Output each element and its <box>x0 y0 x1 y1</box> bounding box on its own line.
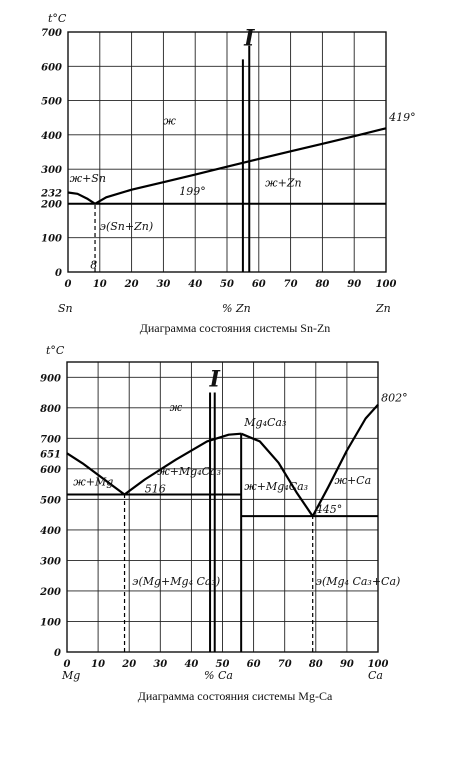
y-tick-label: 700 <box>40 434 61 446</box>
liquidus-curve <box>68 193 95 204</box>
x-tick-label: 50 <box>220 279 234 290</box>
region-label: ж <box>163 114 176 128</box>
y-axis-label: t°C <box>46 344 65 357</box>
region-label: ж <box>169 400 183 414</box>
x-tick-label: 60 <box>246 659 261 670</box>
region-label: ж+Mg <box>73 475 114 489</box>
y-tick-label: 0 <box>55 268 62 279</box>
y-tick-label: 232 <box>41 188 62 200</box>
x-right-label: Ca <box>368 669 383 682</box>
y-tick-label: 0 <box>54 648 61 659</box>
x-tick-label: 10 <box>91 659 106 670</box>
x-tick-label: 100 <box>375 279 397 290</box>
y-tick-label: 600 <box>40 464 61 476</box>
x-left-label: Mg <box>62 669 81 682</box>
y-tick-label: 100 <box>40 617 61 629</box>
x-tick-label: 10 <box>92 279 107 290</box>
x-tick-label: 80 <box>315 279 330 290</box>
y-tick-label: 100 <box>41 233 62 245</box>
region-label: 199° <box>179 184 206 198</box>
x-tick-label: 80 <box>308 659 323 670</box>
region-label: 802° <box>381 391 408 405</box>
x-axis-label: % Zn <box>222 302 251 315</box>
y-tick-label: 800 <box>40 403 61 415</box>
region-label: I <box>209 366 220 393</box>
x-tick-label: 20 <box>124 279 139 290</box>
chart-sn-zn <box>40 12 416 335</box>
region-label: Mg₄Ca₃ <box>244 416 287 430</box>
x-tick-label: 90 <box>339 659 354 670</box>
x-right-label: Zn <box>376 302 391 315</box>
region-label: ж+Ca <box>334 474 372 488</box>
y-tick-label: 400 <box>41 130 62 142</box>
y-tick-label: 500 <box>41 96 62 108</box>
y-axis-label: t°C <box>48 12 67 25</box>
y-tick-label: 900 <box>40 373 61 385</box>
region-label: 8 <box>90 258 98 272</box>
y-tick-label: 200 <box>40 586 61 598</box>
x-tick-label: 60 <box>251 279 266 290</box>
region-label: э(Mg₄ Ca₃+Ca) <box>315 574 401 588</box>
y-tick-label: 300 <box>40 556 61 568</box>
liquidus-curve <box>241 434 313 517</box>
x-tick-label: 50 <box>215 659 230 670</box>
region-label: 445° <box>315 503 343 517</box>
y-tick-label: 700 <box>41 28 62 39</box>
region-label: ж+Mg₄Ca₃ <box>157 464 222 478</box>
x-tick-label: 30 <box>156 279 171 290</box>
grid <box>68 32 386 272</box>
x-tick-label: 90 <box>347 279 362 290</box>
y-tick-label: 600 <box>41 62 62 74</box>
region-label: э(Mg+Mg₄ Ca₃) <box>132 574 221 588</box>
region-label: 419° <box>389 111 416 125</box>
x-tick-label: 70 <box>283 279 298 290</box>
x-tick-label: 20 <box>122 659 137 670</box>
x-tick-label: 40 <box>184 659 199 670</box>
x-left-label: Sn <box>58 302 73 315</box>
y-tick-label: 200 <box>41 199 62 211</box>
liquidus-curve <box>95 128 386 204</box>
x-axis-label: % Ca <box>204 669 233 682</box>
chart-caption: Диаграмма состояния системы Mg-Ca <box>137 689 333 703</box>
region-label: ж+Mg₄Ca₃ <box>244 480 309 494</box>
x-tick-label: 70 <box>277 659 292 670</box>
region-label: ж+Zn <box>265 176 302 190</box>
x-tick-label: 30 <box>153 659 168 670</box>
x-tick-label: 100 <box>367 659 389 670</box>
chart-mg-ca <box>39 344 407 703</box>
region-label: 516 <box>144 482 166 496</box>
x-tick-label: 0 <box>63 659 71 670</box>
y-tick-label: 400 <box>40 525 61 537</box>
region-label: ж+Sn <box>69 172 106 186</box>
x-tick-label: 40 <box>188 279 203 290</box>
region-label: I <box>244 25 255 52</box>
region-label: э(Sn+Zn) <box>99 219 154 233</box>
y-tick-label: 500 <box>40 495 61 507</box>
y-tick-label: 300 <box>41 165 62 177</box>
axes <box>40 25 397 290</box>
y-tick-label: 651 <box>40 449 61 461</box>
x-tick-label: 0 <box>64 279 72 290</box>
chart-caption: Диаграмма состояния системы Sn-Zn <box>139 321 331 335</box>
